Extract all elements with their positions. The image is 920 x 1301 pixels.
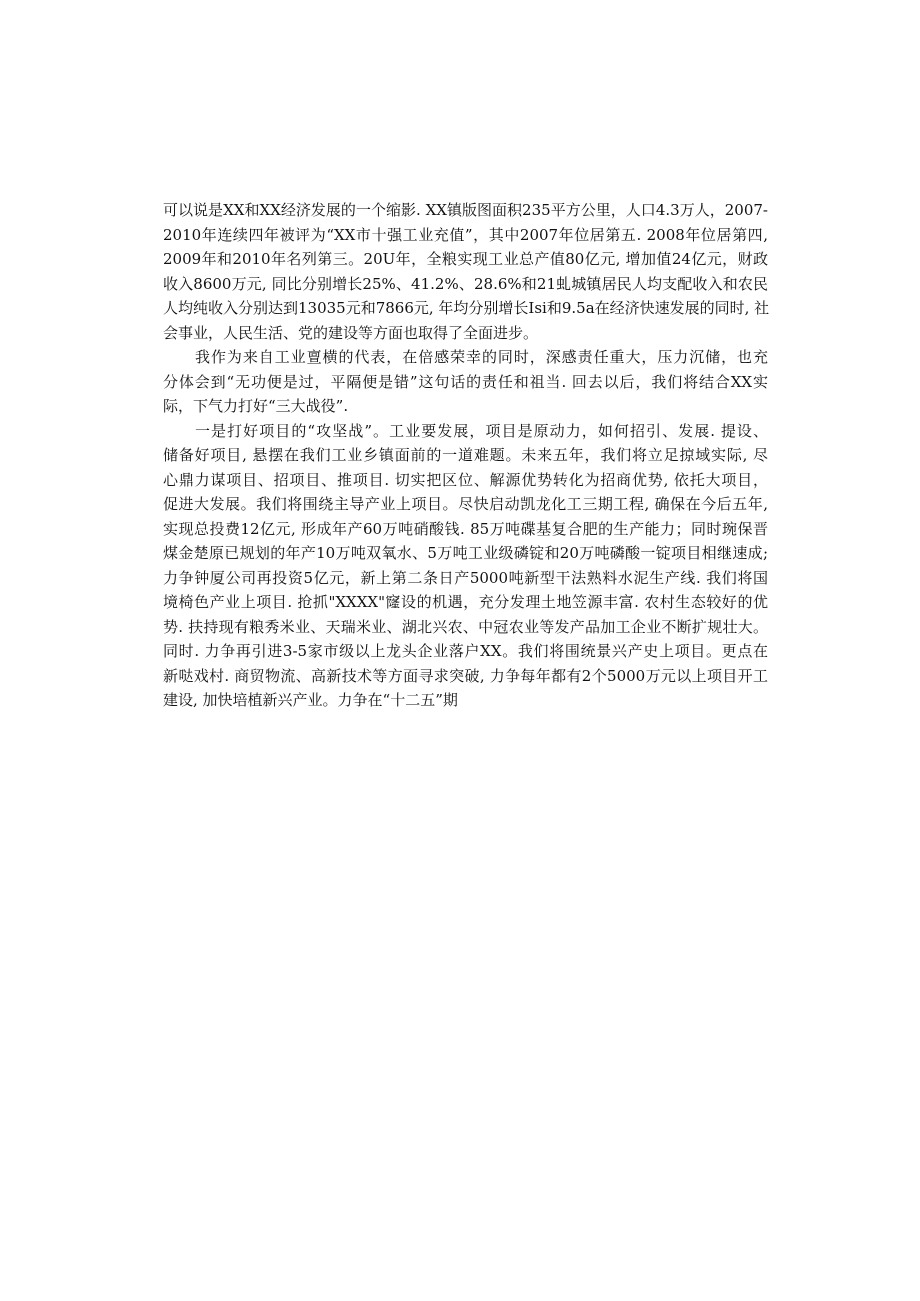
text-line: 人均纯收入分别达到13035元和7866元, 年均分别增长Isi和9.5a在经济快速发展的同时, 社 — [163, 299, 770, 317]
paragraph-1 — [163, 198, 768, 345]
text-line: 2009年和2010年名列第三。20U年，全粮实现工业总产值80亿元, 增加值24亿元，财政 — [163, 250, 768, 268]
text-line: 新哒戏村. 商贸物流、高新技术等方面寻求突破, 力争每年都有2个5000万元以上项目开工 — [163, 666, 768, 685]
text-line: 会事业，人民生活、党的建设等方面也取得了全面进步。 — [163, 323, 539, 342]
text-line: 实现总投费12亿元, 形成年产60万吨硝酸钱. 85万吨碟基复合肥的生产能力；同时琬保晋 — [163, 519, 768, 538]
text-line: 一是打好项目的“攻坚战”。工业要发展，项目是原动力，如何招引、发展. 提设、 — [195, 421, 768, 440]
body-text — [163, 198, 768, 713]
paragraph-2 — [163, 345, 768, 419]
text-line: 力争钟厦公司再投资5亿元，新上第二条日产5000吨新型干法熟料水泥生产线. 我们将国 — [163, 568, 768, 587]
text-line: 心鼎力谋项目、招项目、推项目. 切实把区位、解源优势转化为招商优势, 依托大项目， — [163, 470, 768, 489]
text-line: 建设, 加快培植新兴产业。力争在“十二五”期 — [163, 691, 458, 709]
text-line: 势. 扶持现有粮秀米业、天瑞米业、湖北兴农、中冠农业等发产品加工企业不断扩规壮大。 — [163, 617, 768, 636]
text-line: 同时. 力争再引进3-5家市级以上龙头企业落户XX。我们将围统景兴产史上项目。更点在 — [163, 642, 768, 660]
text-line: 煤金楚原已规划的年产10万吨双氧水、5万吨工业级磷锭和20万吨磷酸一锭项目相继速成; — [163, 544, 768, 562]
text-line: 我作为来自工业亶横的代表，在倍感荣幸的同时，深感责任重大，压力沉储，也充 — [195, 348, 768, 366]
text-line: 可以说是XX和XX经济发展的一个缩影. XX镇版图面积235平方公里，人口4.3万人，2007- — [163, 201, 768, 219]
paragraph-3 — [163, 419, 768, 713]
text-line: 2010年连续四年被评为“XX市十强工业充值”，其中2007年位居第五. 2008年位居第四, — [163, 225, 768, 244]
text-line: 分体会到“无功便是过，平隔便是错”这句话的责任和祖当. 回去以后，我们将结合XX实 — [163, 372, 768, 391]
text-line: 际，下气力打好“三大战役”. — [163, 397, 349, 415]
text-line: 收入8600万元, 同比分别增长25%、41.2%、28.6%和21虬城镇居民人均支配收入和农民 — [163, 274, 768, 293]
text-line: 促进大发展。我们将围绕主导产业上项目。尽快启动凯龙化工三期工程, 确保在今后五年, — [163, 495, 768, 513]
text-line: 境椅色产业上项目. 抢抓"XXXX"窿设的机遇，充分发理土地笠源丰富. 农村生态较好的优 — [163, 593, 768, 611]
text-line: 储备好项目, 悬摆在我们工业乡镇面前的一道难题。未来五年，我们将立足掠域实际, 尽 — [163, 446, 768, 464]
